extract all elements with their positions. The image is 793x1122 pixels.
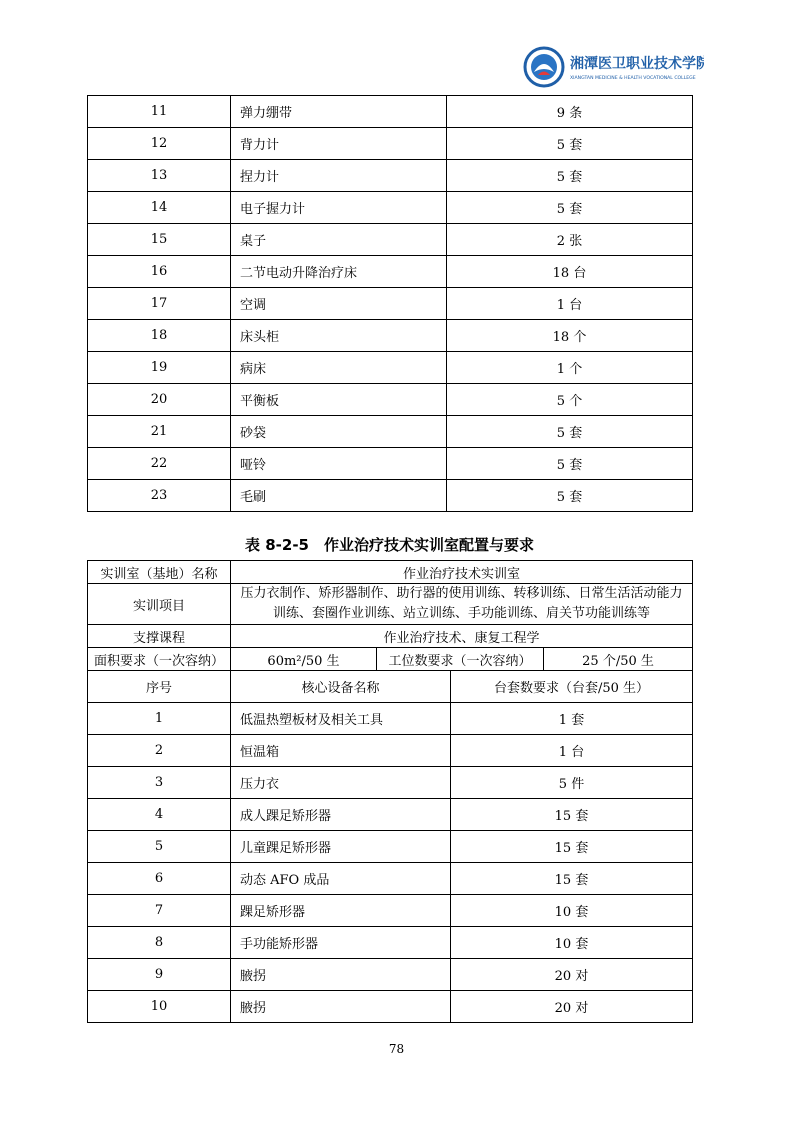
project-label: 实训项目: [88, 584, 231, 625]
equipment-name: 成人踝足矫形器: [231, 799, 451, 831]
page-number: 78: [388, 1042, 405, 1056]
col-header-name: 核心设备名称: [231, 671, 451, 703]
equipment-name: 压力衣: [231, 767, 451, 799]
equipment-qty: 15 套: [451, 863, 693, 895]
equipment-name: 桌子: [231, 224, 447, 256]
row-number: 18: [88, 320, 231, 352]
station-value: 25 个/50 生: [544, 648, 693, 671]
equipment-qty: 18 台: [447, 256, 693, 288]
table-row: [88, 352, 693, 384]
col-header-qty: 台套数要求（台套/50 生）: [451, 671, 693, 703]
row-number: 11: [88, 96, 231, 128]
equipment-qty: 5 件: [451, 767, 693, 799]
table-row: [88, 192, 693, 224]
row-number: 15: [88, 224, 231, 256]
equipment-qty: 20 对: [451, 959, 693, 991]
room-value: 作业治疗技术实训室: [231, 561, 693, 584]
equipment-name: 空调: [231, 288, 447, 320]
table-row: [88, 735, 693, 767]
equipment-qty: 1 个: [447, 352, 693, 384]
course-value: 作业治疗技术、康复工程学: [231, 625, 693, 648]
row-number: 13: [88, 160, 231, 192]
equipment-qty: 15 套: [451, 799, 693, 831]
equipment-name: 二节电动升降治疗床: [231, 256, 447, 288]
equipment-name: 低温热塑板材及相关工具: [231, 703, 451, 735]
station-label: 工位数要求（一次容纳）: [377, 648, 544, 671]
table-row: [88, 863, 693, 895]
table-row: [88, 256, 693, 288]
equipment-table-continued: [87, 95, 693, 512]
table-row: [88, 799, 693, 831]
row-number: 20: [88, 384, 231, 416]
table-row: [88, 96, 693, 128]
equipment-qty: 18 个: [447, 320, 693, 352]
equipment-qty: 5 个: [447, 384, 693, 416]
row-number: 9: [88, 959, 231, 991]
equipment-name: 腋拐: [231, 959, 451, 991]
row-number: 22: [88, 448, 231, 480]
equipment-name: 儿童踝足矫形器: [231, 831, 451, 863]
equipment-name: 平衡板: [231, 384, 447, 416]
row-number: 3: [88, 767, 231, 799]
equipment-name: 弹力绷带: [231, 96, 447, 128]
equipment-qty: 20 对: [451, 991, 693, 1023]
row-number: 5: [88, 831, 231, 863]
equipment-qty: 5 套: [447, 128, 693, 160]
equipment-name: 床头柜: [231, 320, 447, 352]
equipment-qty: 5 套: [447, 160, 693, 192]
table-caption: 表 8-2-5 作业治疗技术实训室配置与要求: [245, 536, 534, 554]
equipment-name: 捏力计: [231, 160, 447, 192]
equipment-qty: 5 套: [447, 480, 693, 512]
table-row: [88, 831, 693, 863]
row-number: 7: [88, 895, 231, 927]
row-number: 17: [88, 288, 231, 320]
table-row: [88, 703, 693, 735]
equipment-qty: 1 台: [447, 288, 693, 320]
room-label: 实训室（基地）名称: [88, 561, 231, 584]
table-row: [88, 288, 693, 320]
row-number: 23: [88, 480, 231, 512]
row-number: 16: [88, 256, 231, 288]
row-number: 10: [88, 991, 231, 1023]
equipment-name: 砂袋: [231, 416, 447, 448]
table-row: [88, 320, 693, 352]
ot-lab-config-table: [87, 560, 693, 1023]
area-value: 60m²/50 生: [231, 648, 377, 671]
row-number: 8: [88, 927, 231, 959]
table-row: [88, 448, 693, 480]
college-name: 湘潭医卫职业技术学院: [570, 56, 704, 72]
table-row: [88, 224, 693, 256]
table-row: [88, 480, 693, 512]
row-number: 1: [88, 703, 231, 735]
equipment-name: 背力计: [231, 128, 447, 160]
college-name-en: XIANGTAN MEDICINE & HEALTH VOCATIONAL COLLEGE: [570, 76, 696, 81]
college-logo: [522, 44, 704, 90]
equipment-name: 腋拐: [231, 991, 451, 1023]
table-row: [88, 128, 693, 160]
equipment-qty: 5 套: [447, 448, 693, 480]
equipment-qty: 1 套: [451, 703, 693, 735]
equipment-qty: 5 套: [447, 416, 693, 448]
equipment-name: 手功能矫形器: [231, 927, 451, 959]
equipment-qty: 10 套: [451, 927, 693, 959]
table-row: [88, 959, 693, 991]
equipment-qty: 1 台: [451, 735, 693, 767]
equipment-name: 哑铃: [231, 448, 447, 480]
table-row: [88, 160, 693, 192]
project-value: 压力衣制作、矫形器制作、助行器的使用训练、转移训练、日常生活活动能力训练、套圈作业训练、站立训练、手功能训练、肩关节功能训练等: [231, 584, 693, 625]
college-emblem-icon: [522, 44, 704, 90]
row-number: 12: [88, 128, 231, 160]
course-label: 支撑课程: [88, 625, 231, 648]
row-number: 2: [88, 735, 231, 767]
equipment-name: 恒温箱: [231, 735, 451, 767]
equipment-name: 毛刷: [231, 480, 447, 512]
equipment-name: 动态 AFO 成品: [231, 863, 451, 895]
equipment-name: 踝足矫形器: [231, 895, 451, 927]
table-row: [88, 767, 693, 799]
table-row: [88, 927, 693, 959]
table-row: [88, 416, 693, 448]
table-row: [88, 895, 693, 927]
equipment-qty: 10 套: [451, 895, 693, 927]
equipment-name: 电子握力计: [231, 192, 447, 224]
col-header-no: 序号: [88, 671, 231, 703]
equipment-name: 病床: [231, 352, 447, 384]
equipment-qty: 5 套: [447, 192, 693, 224]
equipment-qty: 15 套: [451, 831, 693, 863]
row-number: 14: [88, 192, 231, 224]
equipment-qty: 2 张: [447, 224, 693, 256]
table-row: [88, 384, 693, 416]
equipment-qty: 9 条: [447, 96, 693, 128]
row-number: 6: [88, 863, 231, 895]
row-number: 4: [88, 799, 231, 831]
table-row: [88, 991, 693, 1023]
row-number: 21: [88, 416, 231, 448]
row-number: 19: [88, 352, 231, 384]
area-label: 面积要求（一次容纳）: [88, 648, 231, 671]
